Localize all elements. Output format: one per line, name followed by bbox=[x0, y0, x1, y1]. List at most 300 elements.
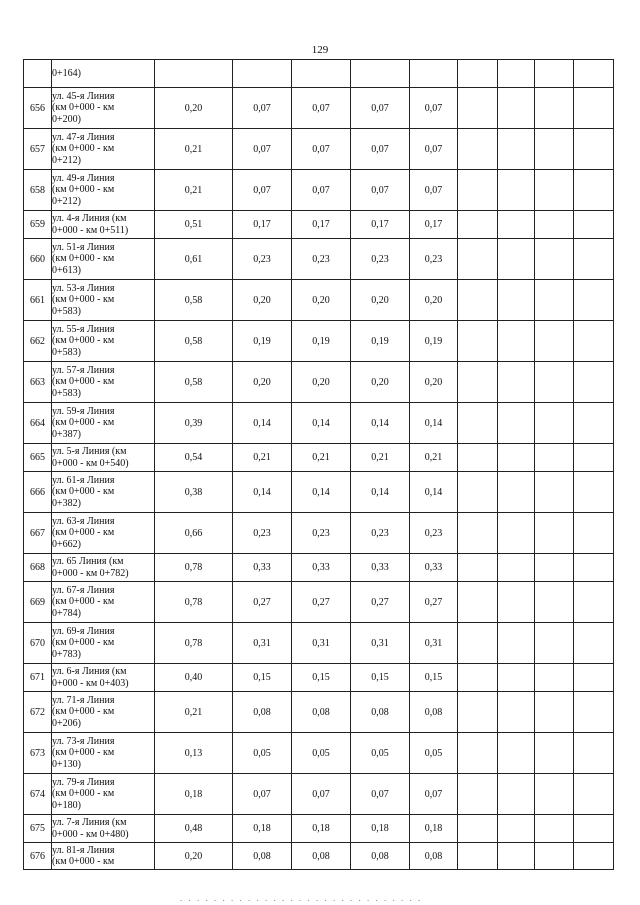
value-cell-text: 0,07 bbox=[371, 102, 389, 114]
value-cell bbox=[351, 692, 410, 733]
value-cell-text: 0,07 bbox=[424, 143, 443, 155]
road-name-cell bbox=[52, 774, 155, 815]
value-cell bbox=[351, 362, 410, 403]
table-row bbox=[24, 815, 614, 843]
value-cell bbox=[351, 88, 410, 129]
row-number-cell bbox=[24, 815, 52, 843]
empty-cell bbox=[535, 472, 574, 513]
value-cell-text: 0,33 bbox=[371, 562, 389, 573]
value-cell-text: 0,61 bbox=[184, 253, 203, 265]
row-number-cell bbox=[24, 239, 52, 280]
value-cell bbox=[155, 170, 233, 211]
value-cell-text: 0,18 bbox=[184, 788, 203, 800]
empty-cell bbox=[498, 362, 535, 403]
empty-cell bbox=[458, 211, 498, 239]
road-name-cell bbox=[52, 321, 155, 362]
value-cell-text: 0,21 bbox=[184, 143, 203, 155]
value-cell bbox=[351, 129, 410, 170]
value-cell bbox=[233, 129, 292, 170]
value-cell-text: 0,17 bbox=[253, 219, 271, 230]
value-cell-text: 0,17 bbox=[371, 219, 389, 230]
row-number-cell-text: 657 bbox=[30, 143, 45, 155]
value-cell bbox=[233, 88, 292, 129]
value-cell-text: 0,19 bbox=[253, 335, 271, 347]
value-cell-text: 0,07 bbox=[312, 788, 330, 800]
value-cell bbox=[155, 444, 233, 472]
table-row bbox=[24, 554, 614, 582]
value-cell bbox=[155, 403, 233, 444]
value-cell-text: 0,78 bbox=[184, 637, 203, 649]
road-name-cell-text: ул. 49-я Линия (км 0+000 - км 0+212) bbox=[52, 172, 115, 207]
row-number-cell bbox=[24, 129, 52, 170]
value-cell bbox=[410, 554, 458, 582]
table-row bbox=[24, 692, 614, 733]
empty-cell bbox=[458, 444, 498, 472]
row-number-cell-text: 666 bbox=[30, 486, 45, 498]
value-cell bbox=[410, 582, 458, 623]
value-cell-text: 0,27 bbox=[424, 596, 443, 608]
empty-cell bbox=[574, 280, 614, 321]
row-number-cell bbox=[24, 88, 52, 129]
road-name-cell bbox=[52, 472, 155, 513]
value-cell bbox=[410, 843, 458, 870]
value-cell bbox=[233, 239, 292, 280]
empty-cell bbox=[535, 664, 574, 692]
value-cell-text: 0,17 bbox=[424, 219, 443, 230]
value-cell-text: 0,33 bbox=[424, 562, 443, 573]
empty-cell bbox=[535, 403, 574, 444]
value-cell bbox=[233, 843, 292, 870]
value-cell bbox=[292, 513, 351, 554]
row-number-cell-text: 675 bbox=[30, 823, 45, 834]
value-cell-text: 0,23 bbox=[253, 527, 271, 539]
value-cell bbox=[155, 513, 233, 554]
empty-cell bbox=[498, 554, 535, 582]
value-cell bbox=[292, 843, 351, 870]
value-cell bbox=[351, 623, 410, 664]
value-cell bbox=[410, 403, 458, 444]
value-cell bbox=[410, 280, 458, 321]
value-cell bbox=[292, 692, 351, 733]
value-cell-text: 0,58 bbox=[184, 335, 203, 347]
road-name-cell-text: ул. 5-я Линия (км 0+000 - км 0+540) bbox=[52, 446, 129, 469]
value-cell bbox=[292, 403, 351, 444]
empty-cell bbox=[498, 60, 535, 88]
empty-cell bbox=[574, 582, 614, 623]
table-row bbox=[24, 211, 614, 239]
value-cell bbox=[292, 444, 351, 472]
row-number-cell bbox=[24, 554, 52, 582]
value-cell-text: 0,21 bbox=[371, 452, 389, 463]
empty-cell bbox=[574, 403, 614, 444]
value-cell bbox=[351, 815, 410, 843]
value-cell-text: 0,05 bbox=[371, 747, 389, 759]
row-number-cell bbox=[24, 774, 52, 815]
value-cell bbox=[351, 321, 410, 362]
value-cell-text: 0,14 bbox=[424, 417, 443, 429]
road-name-cell bbox=[52, 623, 155, 664]
empty-cell bbox=[535, 239, 574, 280]
value-cell bbox=[233, 582, 292, 623]
table-row-continuation bbox=[24, 60, 614, 88]
row-number-cell-text: 676 bbox=[30, 850, 45, 862]
value-cell bbox=[351, 472, 410, 513]
value-cell-text: 0,05 bbox=[424, 747, 443, 759]
value-cell bbox=[292, 733, 351, 774]
value-cell-text: 0,21 bbox=[184, 706, 203, 718]
value-cell bbox=[351, 582, 410, 623]
value-cell-text: 0,78 bbox=[184, 596, 203, 608]
value-cell-text: 0,07 bbox=[424, 788, 443, 800]
value-cell-text: 0,31 bbox=[424, 637, 443, 649]
road-name-cell-text: ул. 59-я Линия (км 0+000 - км 0+387) bbox=[52, 405, 115, 440]
value-cell bbox=[233, 815, 292, 843]
row-number-cell-text: 659 bbox=[30, 219, 45, 230]
value-cell bbox=[292, 554, 351, 582]
value-cell bbox=[155, 362, 233, 403]
empty-cell bbox=[535, 692, 574, 733]
road-name-cell-text: ул. 4-я Линия (км 0+000 - км 0+511) bbox=[52, 213, 129, 236]
value-cell-text: 0,21 bbox=[312, 452, 330, 463]
empty-cell bbox=[458, 692, 498, 733]
empty-cell bbox=[498, 774, 535, 815]
empty-cell bbox=[498, 444, 535, 472]
row-number-cell bbox=[24, 843, 52, 870]
row-number-cell bbox=[24, 280, 52, 321]
value-cell bbox=[410, 88, 458, 129]
row-number-cell bbox=[24, 472, 52, 513]
road-name-cell-text: ул. 79-я Линия (км 0+000 - км 0+180) bbox=[52, 776, 115, 811]
row-number-cell bbox=[24, 733, 52, 774]
value-cell bbox=[351, 843, 410, 870]
empty-cell bbox=[574, 321, 614, 362]
empty-cell bbox=[574, 170, 614, 211]
value-cell-text: 0,14 bbox=[312, 486, 330, 498]
value-cell-text: 0,15 bbox=[371, 672, 389, 683]
empty-cell bbox=[535, 88, 574, 129]
empty-cell bbox=[458, 239, 498, 280]
value-cell bbox=[233, 513, 292, 554]
table-row bbox=[24, 129, 614, 170]
empty-cell bbox=[458, 843, 498, 870]
value-cell bbox=[410, 444, 458, 472]
empty-cell bbox=[458, 774, 498, 815]
row-number-cell bbox=[24, 60, 52, 88]
empty-cell bbox=[498, 88, 535, 129]
value-cell bbox=[233, 733, 292, 774]
road-name-cell bbox=[52, 815, 155, 843]
value-cell-text: 0,21 bbox=[253, 452, 271, 463]
value-cell-text: 0,39 bbox=[184, 417, 203, 429]
value-cell bbox=[233, 692, 292, 733]
road-name-cell-text: ул. 65 Линия (км 0+000 - км 0+782) bbox=[52, 556, 129, 579]
value-cell bbox=[410, 815, 458, 843]
road-name-cell-text: ул. 53-я Линия (км 0+000 - км 0+583) bbox=[52, 282, 115, 317]
table-row bbox=[24, 664, 614, 692]
value-cell-text: 0,08 bbox=[253, 850, 271, 862]
value-cell-text: 0,07 bbox=[253, 184, 271, 196]
value-cell-text: 0,17 bbox=[312, 219, 330, 230]
table-row bbox=[24, 623, 614, 664]
row-number-cell-text: 671 bbox=[30, 672, 45, 683]
empty-cell bbox=[574, 513, 614, 554]
value-cell-text: 0,20 bbox=[312, 294, 330, 306]
value-cell bbox=[410, 362, 458, 403]
empty-cell bbox=[498, 170, 535, 211]
empty-cell bbox=[458, 513, 498, 554]
value-cell bbox=[233, 321, 292, 362]
empty-cell bbox=[535, 582, 574, 623]
empty-cell bbox=[458, 403, 498, 444]
value-cell-text: 0,07 bbox=[371, 788, 389, 800]
value-cell-text: 0,27 bbox=[312, 596, 330, 608]
value-cell bbox=[155, 774, 233, 815]
value-cell-text: 0,15 bbox=[424, 672, 443, 683]
empty-cell bbox=[498, 815, 535, 843]
empty-cell bbox=[574, 774, 614, 815]
empty-cell bbox=[535, 554, 574, 582]
table-row bbox=[24, 88, 614, 129]
value-cell-text: 0,20 bbox=[184, 102, 203, 114]
road-name-cell-text: ул. 45-я Линия (км 0+000 - км 0+200) bbox=[52, 90, 115, 125]
value-cell bbox=[351, 513, 410, 554]
empty-cell bbox=[498, 321, 535, 362]
empty-cell bbox=[458, 664, 498, 692]
value-cell-text: 0,23 bbox=[312, 253, 330, 265]
empty-cell bbox=[458, 170, 498, 211]
empty-cell bbox=[498, 211, 535, 239]
value-cell bbox=[410, 60, 458, 88]
value-cell bbox=[410, 733, 458, 774]
row-number-cell bbox=[24, 444, 52, 472]
value-cell-text: 0,23 bbox=[371, 527, 389, 539]
value-cell bbox=[155, 472, 233, 513]
value-cell bbox=[351, 733, 410, 774]
value-cell bbox=[410, 321, 458, 362]
value-cell bbox=[233, 280, 292, 321]
value-cell bbox=[155, 582, 233, 623]
row-number-cell-text: 656 bbox=[30, 102, 45, 114]
value-cell-text: 0,19 bbox=[312, 335, 330, 347]
table-row bbox=[24, 362, 614, 403]
road-name-cell-text: ул. 6-я Линия (км 0+000 - км 0+403) bbox=[52, 666, 129, 689]
road-name-cell bbox=[52, 444, 155, 472]
value-cell-text: 0,13 bbox=[184, 747, 203, 759]
table-row bbox=[24, 513, 614, 554]
value-cell-text: 0,58 bbox=[184, 294, 203, 306]
value-cell-text: 0,18 bbox=[253, 823, 271, 834]
empty-cell bbox=[535, 843, 574, 870]
value-cell-text: 0,15 bbox=[312, 672, 330, 683]
value-cell bbox=[292, 60, 351, 88]
road-name-cell bbox=[52, 170, 155, 211]
road-name-cell-text: ул. 7-я Линия (км 0+000 - км 0+480) bbox=[52, 817, 129, 840]
value-cell-text: 0,20 bbox=[371, 376, 389, 388]
value-cell-text: 0,48 bbox=[184, 823, 203, 834]
empty-cell bbox=[458, 472, 498, 513]
value-cell bbox=[410, 664, 458, 692]
value-cell-text: 0,21 bbox=[424, 452, 443, 463]
empty-cell bbox=[574, 239, 614, 280]
empty-cell bbox=[535, 815, 574, 843]
empty-cell bbox=[458, 623, 498, 664]
value-cell-text: 0,07 bbox=[312, 102, 330, 114]
road-name-cell bbox=[52, 88, 155, 129]
value-cell bbox=[292, 472, 351, 513]
road-name-cell-text: ул. 61-я Линия (км 0+000 - км 0+382) bbox=[52, 474, 115, 509]
value-cell bbox=[233, 472, 292, 513]
empty-cell bbox=[535, 623, 574, 664]
value-cell-text: 0,27 bbox=[253, 596, 271, 608]
value-cell-text: 0,21 bbox=[184, 184, 203, 196]
table-row bbox=[24, 239, 614, 280]
value-cell-text: 0,51 bbox=[184, 219, 203, 230]
empty-cell bbox=[458, 88, 498, 129]
value-cell bbox=[233, 403, 292, 444]
row-number-cell-text: 670 bbox=[30, 637, 45, 649]
row-number-cell bbox=[24, 664, 52, 692]
value-cell-text: 0,23 bbox=[371, 253, 389, 265]
value-cell bbox=[155, 733, 233, 774]
value-cell-text: 0,66 bbox=[184, 527, 203, 539]
value-cell bbox=[292, 774, 351, 815]
row-number-cell-text: 673 bbox=[30, 747, 45, 759]
empty-cell bbox=[458, 60, 498, 88]
value-cell-text: 0,27 bbox=[371, 596, 389, 608]
value-cell-text: 0,20 bbox=[424, 376, 443, 388]
value-cell bbox=[292, 362, 351, 403]
empty-cell bbox=[458, 815, 498, 843]
page-number: 129 bbox=[311, 44, 329, 56]
empty-cell bbox=[574, 444, 614, 472]
row-number-cell-text: 663 bbox=[30, 376, 45, 388]
value-cell bbox=[233, 362, 292, 403]
empty-cell bbox=[574, 623, 614, 664]
table-row bbox=[24, 444, 614, 472]
value-cell bbox=[351, 444, 410, 472]
empty-cell bbox=[498, 280, 535, 321]
road-name-cell bbox=[52, 582, 155, 623]
empty-cell bbox=[535, 733, 574, 774]
value-cell bbox=[292, 582, 351, 623]
row-number-cell bbox=[24, 623, 52, 664]
data-table bbox=[23, 59, 614, 870]
table-row bbox=[24, 403, 614, 444]
empty-cell bbox=[458, 321, 498, 362]
value-cell bbox=[292, 211, 351, 239]
value-cell bbox=[351, 211, 410, 239]
road-name-cell bbox=[52, 211, 155, 239]
road-name-cell-text: ул. 63-я Линия (км 0+000 - км 0+662) bbox=[52, 515, 115, 550]
value-cell-text: 0,14 bbox=[371, 417, 389, 429]
empty-cell bbox=[535, 774, 574, 815]
value-cell-text: 0,07 bbox=[424, 102, 443, 114]
table-row bbox=[24, 472, 614, 513]
road-name-cell bbox=[52, 843, 155, 870]
value-cell bbox=[410, 211, 458, 239]
road-name-cell bbox=[52, 129, 155, 170]
road-name-cell-text: ул. 81-я Линия (км 0+000 - км bbox=[52, 844, 115, 867]
empty-cell bbox=[498, 692, 535, 733]
empty-cell bbox=[574, 554, 614, 582]
table-row bbox=[24, 280, 614, 321]
value-cell bbox=[410, 239, 458, 280]
value-cell-text: 0,05 bbox=[253, 747, 271, 759]
table-row bbox=[24, 321, 614, 362]
empty-cell bbox=[535, 211, 574, 239]
value-cell bbox=[351, 403, 410, 444]
value-cell-text: 0,08 bbox=[424, 850, 443, 862]
value-cell bbox=[155, 623, 233, 664]
value-cell-text: 0,07 bbox=[371, 184, 389, 196]
value-cell-text: 0,23 bbox=[312, 527, 330, 539]
value-cell bbox=[410, 692, 458, 733]
value-cell-text: 0,07 bbox=[253, 102, 271, 114]
value-cell bbox=[410, 513, 458, 554]
empty-cell bbox=[458, 280, 498, 321]
empty-cell bbox=[458, 582, 498, 623]
road-name-cell bbox=[52, 664, 155, 692]
value-cell-text: 0,19 bbox=[424, 335, 443, 347]
value-cell-text: 0,20 bbox=[253, 376, 271, 388]
value-cell bbox=[233, 664, 292, 692]
value-cell bbox=[233, 211, 292, 239]
value-cell bbox=[155, 692, 233, 733]
value-cell-text: 0,07 bbox=[312, 143, 330, 155]
empty-cell bbox=[574, 88, 614, 129]
value-cell-text: 0,08 bbox=[371, 706, 389, 718]
empty-cell bbox=[574, 129, 614, 170]
table-row bbox=[24, 582, 614, 623]
row-number-cell-text: 661 bbox=[30, 294, 45, 306]
value-cell-text: 0,07 bbox=[424, 184, 443, 196]
road-name-cell-text: ул. 57-я Линия (км 0+000 - км 0+583) bbox=[52, 364, 115, 399]
table-row bbox=[24, 170, 614, 211]
value-cell bbox=[351, 554, 410, 582]
value-cell bbox=[233, 554, 292, 582]
value-cell bbox=[233, 623, 292, 664]
value-cell-text: 0,20 bbox=[371, 294, 389, 306]
value-cell bbox=[410, 472, 458, 513]
road-name-cell bbox=[52, 554, 155, 582]
value-cell bbox=[351, 664, 410, 692]
value-cell-text: 0,20 bbox=[253, 294, 271, 306]
empty-cell bbox=[535, 280, 574, 321]
table-row bbox=[24, 843, 614, 870]
value-cell bbox=[155, 815, 233, 843]
empty-cell bbox=[574, 843, 614, 870]
value-cell bbox=[155, 280, 233, 321]
road-name-cell-text: ул. 69-я Линия (км 0+000 - км 0+783) bbox=[52, 625, 115, 660]
value-cell-text: 0,08 bbox=[371, 850, 389, 862]
value-cell bbox=[292, 239, 351, 280]
empty-cell bbox=[535, 60, 574, 88]
value-cell bbox=[155, 664, 233, 692]
value-cell bbox=[292, 664, 351, 692]
row-number-cell bbox=[24, 211, 52, 239]
value-cell bbox=[351, 774, 410, 815]
road-name-cell bbox=[52, 513, 155, 554]
value-cell-text: 0,20 bbox=[312, 376, 330, 388]
value-cell-text: 0,14 bbox=[253, 486, 271, 498]
empty-cell bbox=[574, 815, 614, 843]
road-name-cell bbox=[52, 280, 155, 321]
value-cell bbox=[155, 321, 233, 362]
empty-cell bbox=[535, 170, 574, 211]
value-cell bbox=[292, 623, 351, 664]
value-cell-text: 0,07 bbox=[253, 143, 271, 155]
value-cell-text: 0,33 bbox=[312, 562, 330, 573]
